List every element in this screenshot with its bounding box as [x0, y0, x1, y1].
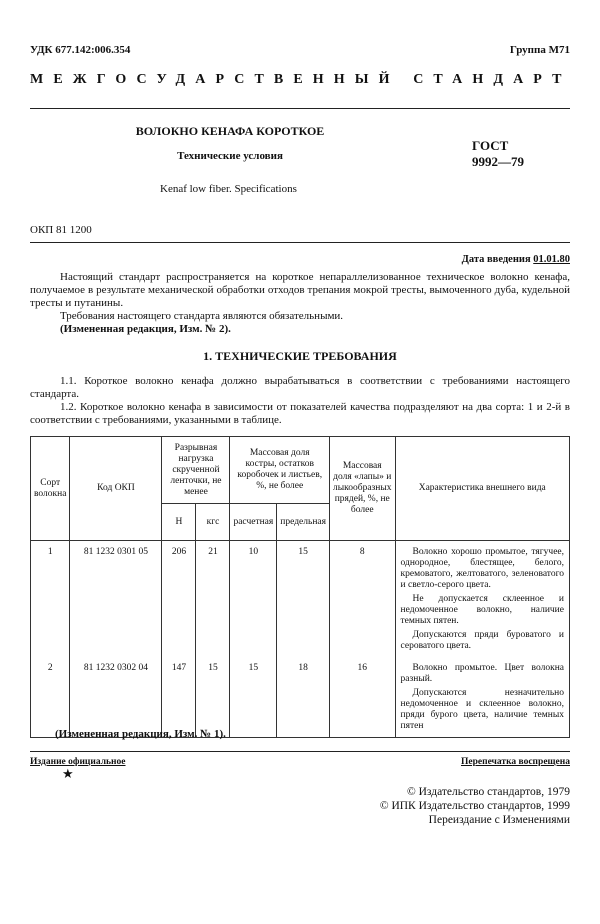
description-line: Волокно промытое. Цвет волокна разный. — [400, 663, 564, 684]
table-header-row — [31, 437, 570, 504]
cell-paws: 16 — [329, 657, 395, 738]
cell-sort: 2 — [31, 657, 70, 738]
section-heading: 1. ТЕХНИЧЕСКИЕ ТРЕБОВАНИЯ — [203, 349, 397, 363]
english-title: Kenaf low fiber. Specifications — [160, 183, 297, 195]
header-description: Характеристика внешнего вида — [395, 437, 569, 541]
star-icon: ★ — [62, 766, 74, 781]
description-line: Не допускается склеенное и недомоченное волокно, наличие темных пятен. — [400, 594, 564, 626]
table-row — [31, 541, 570, 658]
header-load-n: Н — [162, 504, 196, 541]
cell-load-kgs: 21 — [196, 541, 230, 658]
header-breaking-load: Разрывная нагрузка скрученной ленточки, не менее — [162, 437, 230, 504]
header-sort: Сорт волокна — [31, 437, 70, 541]
official-edition-label: Издание официальное — [30, 757, 126, 767]
cell-code: 81 1232 0301 05 — [70, 541, 162, 658]
standard-banner: МЕЖГОСУДАРСТВЕННЫЙ СТАНДАРТ — [30, 72, 572, 87]
requirements-table — [30, 436, 570, 738]
cell-paws: 8 — [329, 541, 395, 658]
edition-note: (Измененная редакция, Изм. № 1). — [55, 728, 226, 740]
footer-divider — [30, 751, 570, 752]
table-row — [31, 657, 570, 738]
reprint-prohibited-label: Перепечатка воспрещена — [460, 757, 570, 767]
cell-load-n: 147 — [162, 657, 196, 738]
copyright-line: © ИПК Издательство стандартов, 1999 — [379, 800, 570, 812]
cell-fire-calc: 10 — [230, 541, 277, 658]
reissue-line: Переиздание с Изменениями — [428, 814, 570, 826]
cell-load-kgs: 15 — [196, 657, 230, 738]
cell-sort: 1 — [31, 541, 70, 658]
header-okp-code: Код ОКП — [70, 437, 162, 541]
cell-description — [395, 657, 569, 738]
gost-number: 9992—79 — [472, 154, 524, 169]
cell-fire-limit: 15 — [277, 541, 330, 658]
intro-mandatory: Требования настоящего стандарта являются обязательными. — [60, 310, 344, 322]
intro-paragraph: Настоящий стандарт распространяется на короткое непараллелизованное техническое волокно кенафа, получаемое в результате механической обработки отходов трепания мокрой тресты, вымоченного дуба, кудельной тресты и путанины. — [30, 271, 570, 309]
document-subtitle: Технические условия — [177, 150, 283, 162]
header-paws-share: Массовая доля «лапы» и лыкообразных прядей, %, не более — [329, 437, 395, 541]
intro-text — [30, 271, 570, 336]
cell-load-n: 206 — [162, 541, 196, 658]
introduction-date-value: 01.01.80 — [533, 254, 570, 265]
cell-description — [395, 541, 569, 658]
okp-divider — [30, 242, 570, 243]
clause-1-2: 1.2. Короткое волокно кенафа в зависимости от показателей качества подразделяют на два сорта: 1 и 2-й в соответствии с требованиями, указанными в таблице. — [30, 401, 570, 426]
udk-code: УДК 677.142:006.354 — [30, 44, 131, 56]
description-line: Допускаются незначительно недомоченное и склеенное волокно, пряди бурого цвета, наличие темных пятен — [400, 688, 564, 731]
header-fire-calc: расчетная — [230, 504, 277, 541]
header-fire-share: Массовая доля костры, остатков коробочек и листьев, %, не более — [230, 437, 330, 504]
gost-designation — [472, 138, 524, 170]
clause-1-1: 1.1. Короткое волокно кенафа должно вырабатываться в соответствии с требованиями настоящего стандарта. — [30, 375, 570, 400]
cell-fire-limit: 18 — [277, 657, 330, 738]
introduction-date-label: Дата введения — [461, 254, 531, 265]
okp-code: ОКП 81 1200 — [30, 224, 92, 236]
cell-code: 81 1232 0302 04 — [70, 657, 162, 738]
group-code: Группа М71 — [509, 44, 570, 56]
intro-edition-note: (Измененная редакция, Изм. № 2). — [60, 323, 231, 335]
header-load-kgs: кгс — [196, 504, 230, 541]
cell-fire-calc: 15 — [230, 657, 277, 738]
description-line: Волокно хорошо промытое, тягучее, однородное, блестящее, белого, кремоватого, желтоватого, зеленоватого и светло-серого цвета. — [400, 547, 564, 590]
introduction-date — [350, 254, 570, 265]
copyright-line: © Издательство стандартов, 1979 — [406, 786, 570, 798]
document-title: ВОЛОКНО КЕНАФА КОРОТКОЕ — [135, 124, 325, 138]
header-divider — [30, 108, 570, 109]
header-fire-limit: предельная — [277, 504, 330, 541]
copyright-block — [330, 785, 570, 827]
description-line: Допускаются пряди буроватого и сероватого цвета. — [400, 630, 564, 651]
section-text — [30, 375, 570, 427]
gost-label: ГОСТ — [472, 138, 509, 153]
